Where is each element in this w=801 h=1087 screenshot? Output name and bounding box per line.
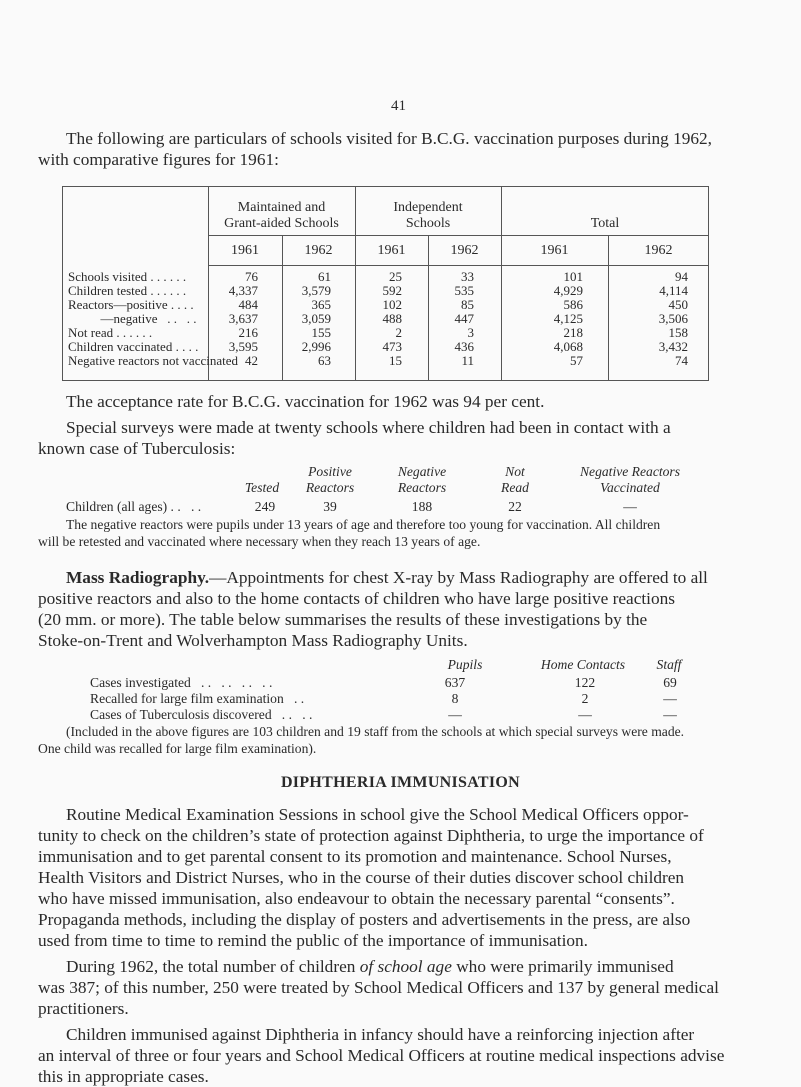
table2-value: 8	[451, 691, 459, 706]
table-cell: 473	[382, 339, 402, 354]
section-heading-diphtheria: DIPHTHERIA IMMUNISATION	[280, 774, 521, 791]
row-label: Reactors—positive . . . .	[68, 297, 194, 312]
table-cell: 3,595	[228, 339, 258, 354]
mass-radiography-title: Mass Radiography.	[66, 568, 210, 587]
routine-line-6: Propaganda methods, including the display of posters and advertisements in the press, are also	[38, 910, 691, 929]
table2-value: 122	[574, 675, 596, 690]
table-cell: 3,579	[301, 283, 331, 298]
table-cell: 218	[563, 325, 583, 340]
table-cell: 15	[389, 353, 402, 368]
table-cell: 488	[382, 311, 402, 326]
table-cell: 42	[245, 353, 258, 368]
table2-note-line-2: One child was recalled for large film examination).	[38, 741, 317, 756]
page-number: 41	[391, 98, 406, 114]
infancy-line-1: Children immunised against Diphtheria in infancy should have a reinforcing injection after	[66, 1025, 695, 1044]
table-cell: 11	[461, 353, 474, 368]
header-positive-reactors: Reactors	[305, 480, 355, 495]
year-header: 1962	[644, 243, 673, 258]
table-cell: 33	[461, 269, 474, 284]
routine-line-1: Routine Medical Examination Sessions in school give the School Medical Officers oppor-	[66, 805, 689, 824]
routine-line-3: immunisation and to get parental consent to its promotion and maintenance. School Nurses,	[38, 847, 672, 866]
header-negative-reactors-vaccinated: Negative Reactors	[579, 464, 681, 479]
during-line-3: practitioners.	[38, 999, 129, 1018]
table-cell: 3,637	[228, 311, 258, 326]
table-cell: 85	[461, 297, 474, 312]
table-cell: 4,114	[659, 283, 688, 298]
header-positive: Positive	[308, 464, 352, 479]
intro-line-1: The following are particulars of schools visited for B.C.G. vaccination purposes during 1962,	[66, 129, 712, 148]
header-home-contacts: Home Contacts	[540, 657, 626, 672]
survey-tested-value: 249	[254, 499, 276, 514]
special-surveys-line-2: known case of Tuberculosis:	[38, 439, 236, 458]
header-maintained-2: Grant-aided Schools	[224, 216, 339, 231]
table-cell: 158	[668, 325, 688, 340]
survey-negative-value: 188	[411, 499, 433, 514]
table-cell: 94	[675, 269, 688, 284]
table-cell: 447	[454, 311, 474, 326]
survey-note-line-1: The negative reactors were pupils under 13 years of age and therefore too young for vaccination. All children	[66, 517, 661, 532]
during-italic: of school age	[359, 957, 452, 976]
table-cell: 535	[454, 283, 474, 298]
table-cell: 3	[467, 325, 474, 340]
table2-row-label: Cases investigated . . . . . . . .	[90, 675, 273, 690]
during-line-1	[66, 956, 674, 977]
special-surveys-line-1: Special surveys were made at twenty schools where children had been in contact with a	[66, 418, 671, 437]
table-cell: 4,125	[553, 311, 583, 326]
routine-line-4: Health Visitors and District Nurses, who in the course of their duties discover school children	[38, 868, 685, 887]
table-cell: 3,059	[301, 311, 331, 326]
table2-value: 637	[444, 675, 466, 690]
table2-value: —	[663, 691, 677, 706]
table-cell: 102	[382, 297, 402, 312]
table2-value: 2	[581, 691, 589, 706]
survey-note-line-2: will be retested and vaccinated where necessary when they reach 13 years of age.	[38, 534, 481, 549]
table-cell: 57	[570, 353, 583, 368]
header-independent-1: Independent	[393, 200, 463, 215]
table-cell: 216	[238, 325, 258, 340]
during-line-2: was 387; of this number, 250 were treated by School Medical Officers and 137 by general medical	[38, 978, 719, 997]
table2-value: 69	[663, 675, 677, 690]
row-label: Children tested . . . . . .	[68, 283, 187, 298]
during-text-2: who were primarily immunised	[451, 957, 674, 976]
survey-positive-value: 39	[323, 499, 337, 514]
table-cell: 436	[454, 339, 474, 354]
table2-value: —	[578, 707, 592, 722]
mass-radiography-line-1	[66, 567, 708, 588]
table-cell: 592	[382, 283, 402, 298]
header-pupils: Pupils	[447, 657, 483, 672]
table-cell: 25	[389, 269, 402, 284]
mass-radiography-line-4: Stoke-on-Trent and Wolverhampton Mass Radiography Units.	[38, 631, 468, 650]
table-cell: 450	[668, 297, 688, 312]
infancy-line-3: this in appropriate cases.	[38, 1067, 209, 1086]
table-cell: 3,506	[658, 311, 688, 326]
table2-row-label: Recalled for large film examination . .	[90, 691, 305, 706]
table-cell: 2	[395, 325, 402, 340]
header-read: Read	[501, 480, 529, 495]
during-text: During 1962, the total number of children	[66, 957, 360, 976]
routine-line-5: who have missed immunisation, also endeavour to obtain the necessary parental “consents”.	[38, 889, 675, 908]
year-header: 1962	[450, 243, 479, 258]
table-cell: 155	[311, 325, 331, 340]
header-not: Not	[505, 464, 525, 479]
table-cell: 61	[318, 269, 331, 284]
table-cell: 4,337	[228, 283, 258, 298]
routine-line-2: tunity to check on the children’s state of protection against Diphtheria, to urge the importance of	[38, 826, 704, 845]
header-negative: Negative	[397, 464, 447, 479]
header-maintained-1: Maintained and	[237, 200, 326, 215]
table-cell: 63	[318, 353, 331, 368]
year-header: 1961	[540, 243, 569, 258]
survey-row-label: Children (all ages) . . . .	[66, 499, 202, 514]
table-cell: 4,929	[553, 283, 583, 298]
year-header: 1961	[231, 243, 259, 258]
header-vaccinated: Vaccinated	[600, 480, 660, 495]
mass-radiography-line-2: positive reactors and also to the home contacts of children who have large positive reactions	[38, 589, 675, 608]
bcg-schools-table	[62, 186, 709, 381]
table-cell: 3,432	[658, 339, 688, 354]
acceptance-rate: The acceptance rate for B.C.G. vaccination for 1962 was 94 per cent.	[66, 392, 545, 411]
table2-value: —	[663, 707, 677, 722]
row-label: Negative reactors not vaccinated	[68, 353, 238, 368]
table2-value: —	[448, 707, 462, 722]
routine-line-7: used from time to time to remind the public of the importance of immunisation.	[38, 931, 589, 950]
header-negative-reactors: Reactors	[397, 480, 447, 495]
year-header: 1961	[377, 243, 406, 258]
survey-negvac-value: —	[623, 499, 637, 514]
survey-notread-value: 22	[508, 499, 522, 514]
table-cell: 74	[675, 353, 688, 368]
table-cell: 101	[563, 269, 583, 284]
header-staff: Staff	[656, 657, 682, 672]
year-header: 1962	[304, 243, 333, 258]
mass-radiography-line-3: (20 mm. or more). The table below summarises the results of these investigations by the	[38, 610, 648, 629]
intro-line-2: with comparative figures for 1961:	[38, 150, 279, 169]
row-label: —negative . . . .	[68, 311, 197, 326]
header-tested: Tested	[244, 480, 280, 495]
infancy-line-2: an interval of three or four years and School Medical Officers at routine medical inspections advise	[38, 1046, 725, 1065]
table-cell: 365	[311, 297, 331, 312]
table-cell: 76	[245, 269, 258, 284]
row-label: Schools visited . . . . . .	[68, 269, 187, 284]
mass-radiography-text: —Appointments for chest X-ray by Mass Radiography are offered to all	[209, 568, 708, 587]
table-cell: 586	[563, 297, 583, 312]
table2-row-label: Cases of Tuberculosis discovered . . . .	[90, 707, 313, 722]
table2-note-line-1: (Included in the above figures are 103 children and 19 staff from the schools at which special surveys were made.	[66, 724, 685, 739]
row-label: Not read . . . . . .	[68, 325, 153, 340]
table-cell: 2,996	[301, 339, 331, 354]
row-label: Children vaccinated . . . .	[68, 339, 199, 354]
header-total: Total	[590, 216, 620, 231]
table-cell: 4,068	[553, 339, 583, 354]
header-independent-2: Schools	[405, 216, 451, 231]
table-cell: 484	[238, 297, 258, 312]
